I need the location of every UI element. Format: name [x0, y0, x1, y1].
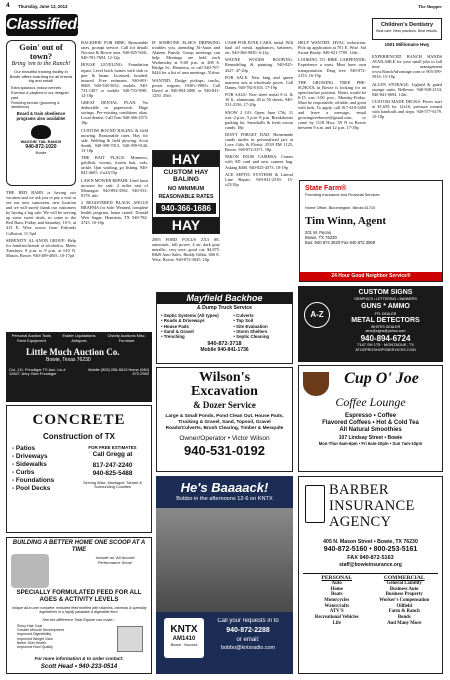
signs-web: ATOZPROSHOPSSERVICES.COM [355, 347, 416, 352]
service-item: • Sand & Gravel [161, 328, 194, 334]
classified-ad: FOR SALE: New sheet metal 8 ft. & 10 ft., aluminum, 40 to 50 sheets. 940-531-2156. 17-20p [225, 92, 293, 108]
classified-ad: HELP WANTED: HVAC technician. Pick up application at 701 E. Wise. Sal Swine Realty. 940-921-7709. 14tfc [298, 40, 366, 56]
kntx-title: He's Baaaack! [180, 480, 269, 495]
ad-subtitle: Bring 'em to the Ranch! [11, 60, 71, 67]
childrens-dentistry-ad [372, 18, 442, 40]
service-item: • Site Evaluation [233, 323, 268, 329]
classified-ad: CUSTOM ROUND BALING & field mowing. Reasonable rates. Hay for sale. Welding & field plowing. Scott Smith, 940-399-7013, 940-399-9146. 13-18p [81, 127, 148, 153]
state-farm-tagline: Providing Insurance and Financial Services [305, 192, 380, 198]
classified-ad: FOR SALE: New king and queen mattress sets at wholesale prices. Call Danny, 940-782-0103. 17-19p [225, 74, 293, 90]
commercial-item: Bonds [397, 615, 411, 621]
concrete-construction-ad [6, 405, 152, 533]
barber-fax: FAX 940-872-5163 [347, 555, 394, 562]
agent-name: Tim Winn, Agent [305, 215, 387, 228]
custom-hay-ad [152, 150, 220, 234]
personal-item: Auto [331, 581, 342, 587]
commercial-item: Business Auto [389, 586, 419, 592]
concrete-phone: 940-825-5488 [92, 470, 133, 478]
agent-phone: Bus: 940 872 2820 Fax 940 872 3569 [305, 240, 376, 246]
equine-benefit: Better Skin Health [17, 640, 46, 645]
personal-item: Motorcycles [324, 598, 350, 604]
hay-phone: 940-366-1686 [156, 203, 216, 214]
metal-detectors: METAL DETECTORS [351, 316, 420, 324]
waggin-tail-ad [6, 40, 76, 186]
classified-ad: 2 REGISTERED BLACK ANGUS BRAFMA for Sale: Weaned, complete health program, home raised. Donald Weir Sugar, Henrietta, TX 940-782-4745. 16-18p [81, 199, 148, 226]
call-gregg: Call Gregg at [92, 451, 133, 459]
guns-ammo: GUNS * AMMO [361, 303, 410, 311]
ad-title: Goin' out of town? [19, 42, 63, 61]
signs-phone: 940-894-6724 [360, 333, 411, 343]
col1-classifieds [6, 190, 76, 330]
wilsons-owner: Owner/Operator • Victor Wilson [179, 434, 270, 442]
kntx-or: or email: [236, 637, 260, 644]
service-area: Serving Wise, Montague, Tarrant & Surrounding Counties [83, 480, 142, 490]
classified-ad: THE BAIT PLACE: Minnows, goldfish, worms, frozen bait, rods, tackle. Quit wishing, go fishing. 940-841-4605. 2-n23/15p [81, 155, 148, 176]
personal-item: Boats [331, 592, 343, 598]
wilsons-title: Wilson's [198, 370, 251, 385]
classified-ad: ALLEN STORAGE: Lighted & gated storage units, Bellevue. 940-928-2154, 940-841-0694. 14tfc [372, 81, 442, 97]
mayfield-backhoe-ad [156, 292, 293, 364]
wilsons-subtitle: Excavation [191, 384, 258, 399]
state-farm-office: Home Office, Bloomington, Illinois 61710 [305, 204, 376, 210]
classified-ad: CUSTOM MADE DECKS: Prices start at $1,659 for 12x16, pressure treated with handrails and steps. 940-577-6179. 15-18p [372, 98, 442, 120]
service-item: • Roads & Driveways [161, 318, 205, 324]
page-number: 4 [6, 2, 10, 9]
barber-phone: 940-872-5160 • 800-253-5161 [323, 545, 418, 553]
free-estimates: FOR FREE ESTIMATES [88, 445, 137, 451]
personal-item: Watercrafts [324, 603, 349, 609]
col6-classifieds [372, 54, 442, 180]
concrete-service: - Foundations [12, 477, 55, 485]
barber-email: staff@bowieinsurance.org [339, 561, 402, 568]
service-item: • Septic Systems (All types) [161, 313, 219, 319]
signs-title: CUSTOM SIGNS [358, 289, 413, 296]
coffee-menu: Flavored Coffees • Hot & Cold Tea [322, 420, 419, 427]
classified-ad: LAWN MOWER REPAIR: Used lawn mowers for sale. 2 miles east of Montague. 940-894-3582, 940-531-8178. tnfc [81, 177, 148, 198]
hay-line: NO MINIMUM [167, 185, 205, 192]
auction-services: Personal Auction Tools Farm Equipment [11, 333, 52, 343]
col4-classifieds [225, 40, 293, 280]
ad-text: Best care. Best practices. Best results. [376, 29, 438, 34]
coffee-menu: All Natural Smoothies [339, 427, 402, 434]
cup-o-joe-ad [298, 365, 443, 472]
ad-body: Our beautiful training facility in Bowie offers boarding for all breeds big and small! [9, 68, 73, 84]
publication-name: The Shopper [418, 4, 442, 9]
auction-services: Estate Liquidations Antiques [62, 333, 96, 343]
concrete-service: - Sidewalks [12, 461, 47, 469]
personal-item: Home [330, 586, 343, 592]
issue-date: Thursday, June 13, 2013 [18, 4, 68, 9]
kntx-logo: KNTX [170, 624, 198, 635]
equine-benefit: Improved Digestibility [17, 632, 52, 637]
classified-ad: DON'T FORGET DAD: Homemade candy turtles in personalized jars at Love Gifts & Florist. 2539 FM 1125, Bowie. 940-872-3371. 18p [225, 131, 293, 153]
kntx-radio-ad [156, 476, 293, 674]
classified-ad: GREAT DENTAL PLAN: No deductible or paperwork. Huge savings. Pre-existing conditions okay. Local dentist. Call Tom 940-366-2373. 18p [81, 100, 148, 126]
concrete-service: - Driveways [12, 453, 48, 461]
kntx-call: Call your requests in to [217, 618, 279, 624]
classified-ad: NIKON D5100 CAMERA: Comes with SD card and new camera bag. Asking $400. 940-825-4573. 18-19p [225, 154, 293, 170]
auction-services: Charity Auctions Misc. Furniture [107, 333, 146, 343]
concrete-title: CONCRETE [32, 412, 126, 428]
kntx-phone: 940-872-2288 [226, 627, 270, 635]
classified-ad: SERENITY AL-ANON GROUP: Help for families/friends of alcoholics. Meets Tuesdays, 8 p.m. to 9 p.m. at 610 N. Mason, Bowie. 940-389-4003. 10-17pd [6, 237, 76, 258]
dog-logo-icon [31, 125, 51, 139]
agent-city: Bowie, TX 76230 [305, 235, 337, 241]
concrete-subtitle: Construction of TX [43, 431, 115, 441]
a-to-z-logo-icon: A-Z [304, 302, 330, 328]
equine-desc: Unique all-in-one complete, extruded feed fortified with vitamins, minerals & specialty ingredients in a highly palatable & digestible form. [11, 606, 147, 615]
equine-info: For more information & to order contact: [34, 656, 124, 661]
auctioneer: Col. J.D. Freudiger TX Auc. Lic # 12827 Jerry Glen Freudiger [9, 366, 66, 377]
coffee-cup-icon [303, 372, 329, 396]
commercial-item: Oilfield [396, 603, 412, 609]
agent-address: 201 W. Pecan [305, 230, 332, 236]
custom-signs-ad [298, 286, 443, 362]
whites-dealer: WHITES DEALER [370, 325, 401, 330]
commercial-title: COMMERCIAL [383, 574, 425, 581]
kntx-subtitle: Bobbo in the afternoons 12-6 on KNTX [176, 496, 273, 503]
classified-ad: WAYNE WOODS ROOFING: Remodeling & painting. 940-825-4327. 47-20p [225, 57, 293, 73]
classified-ad: THE RED BARN is having our vacation and we ask you to pay a visit to see our new sunscreen, new location and we will surely thank our customers by having a big sale. We will be serving up some sweet deals, so come to the Red Barn, Friday and Saturday, 10-5, at 413 E. Wise across from Edwards Collision. 11-5pd [6, 190, 76, 236]
equine-special: SPECIALLY FORMULATED FEED FOR ALL AGES & ACTIVITY LEVELS [16, 589, 142, 603]
mayfield-mobile: Mobile 940-841-1736 [200, 346, 249, 353]
col3-classifieds [152, 40, 220, 148]
dj-photo [156, 508, 293, 612]
concrete-service: - Pool Decks [12, 485, 51, 493]
personal-item: ATV'S [329, 609, 344, 615]
cup-o-joe-title: Cup O' Joe [344, 370, 419, 387]
ad-footer: Board & train obedience programs also available! [16, 110, 66, 121]
commercial-item: Business Property [385, 592, 423, 598]
bullet-item: Finishing service (grooming & obedience) [11, 101, 60, 110]
hay-banner-bottom: HAY [153, 217, 219, 233]
equine-title: BUILDING A BETTER HOME ONE SCOOP AT A TIME [12, 540, 146, 553]
wilsons-sub2: & Dozer Service [193, 400, 256, 410]
kntx-city: Bowie · Nocona [170, 642, 198, 647]
personal-item: Life [332, 620, 341, 626]
classifieds-logo: Classifieds [6, 14, 78, 36]
cup-o-joe-subtitle: Coffee Lounge [335, 394, 406, 409]
auction-city: Bowie, Texas 76230 [46, 356, 91, 363]
equine-benefit: Improved Weight Gain [17, 636, 53, 641]
mayfield-title: Mayfield Backhoe [157, 293, 292, 304]
commercial-item: General Liability [386, 581, 422, 587]
personal-item: Recreational Vehicles [314, 615, 359, 621]
hay-line: CUSTOM HAY BALING [163, 169, 209, 184]
auction-phones: Mobile (903) 256-5013 Home (940) 872-2952 [88, 366, 149, 377]
concrete-phone: 817-247-2240 [92, 461, 133, 469]
classified-ad: ACE SEPTIC SYSTEMS & Lateral Line Repair. 940-841-2539. 13-s23/10p [225, 171, 293, 187]
wilsons-excavation-ad [156, 367, 293, 472]
kntx-email: bobbo@kntxradio.com [220, 645, 276, 652]
service-item: • Culverts [233, 313, 254, 319]
wilsons-services: Large & Small Ponds, Pond Clean Out, House Pads, Trucking & Gravel, Sand, Topsoil, Gravel Roads/Culverts, Brush Clearing, Timber & Mesquite [165, 413, 284, 431]
little-much-auction-ad [6, 332, 152, 402]
equine-benefit: Greater Muscle Development [17, 628, 64, 633]
barber-insurance-ad [298, 476, 443, 674]
equine-contact: Scott Head • 940-233-0514 [40, 663, 118, 670]
service-item: • Septic Cleaning [233, 333, 270, 339]
hay-banner-top: HAY [153, 151, 219, 167]
signs-email: atoz@signs@yahoo.com [365, 329, 406, 334]
feed-bag-icon [117, 626, 143, 652]
signs-address: 7147 SH 175 · MONTAGUE, TX [357, 342, 414, 348]
commercial-item: Farm & Ranch [388, 609, 420, 615]
classified-ad: THE GROWING TREE PRE-SCHOOL in Bowie is looking for an open/teacher position. Hours would be 6:15 a.m.-1:00 p.m., Monday-Friday. Must be responsible, reliable, and great with kids. To apply, call 817-618-5460 and leave a message, email growingtreebowie@gmail.com, or come by 1118 Hwy. 59 N in Bowie between 9 a.m. and 12 p.m. 17-18p [298, 79, 366, 131]
equine-benefit: Improved Hoof Quality [17, 645, 53, 650]
col2-classifieds [81, 40, 148, 332]
mayfield-phone: 940-872-3718 [207, 341, 242, 348]
ffl-dealer: FFL DEALER [374, 311, 397, 316]
barber-address: 405 N. Mason Street • Bowie, TX 76230 [323, 538, 418, 545]
wilsons-phone: 940-531-0192 [184, 443, 265, 459]
coffee-address: 107 Lindsay Street • Bowie [338, 435, 403, 442]
coffee-hours: Mon-Thur 6am-6pm • Fri 6am-10pm • Sun 7am-10pm [318, 441, 423, 447]
classified-ad: CASH FOR JUNK CARS, metal. Will haul off metal, appliances, batteries, etc. 940-366-9849. 6-21p [225, 40, 293, 56]
concrete-service: - Patios [12, 445, 36, 453]
commercial-item: Worker's Compensation [379, 598, 430, 604]
ranch-phone: 940-872-1020 [25, 144, 57, 151]
classified-ad: 2005 FORD FOCUS ZX3 SE, automatic, full power, 4 air, dark gray metallic, very nice, good car, $4,875. R&R Auto Sales, Buddy Gibbs, 606 E. Wise, Bowie. 940-872-3845. 18p [152, 237, 220, 263]
equine-lead: Include an 'All Around Performance Show' [95, 555, 135, 565]
service-item: • Trenching [161, 333, 185, 339]
millionaire-address: 1501 Millionaire Hwy [384, 42, 430, 47]
service-item: • Top Soil [233, 318, 254, 324]
horse-image-icon [11, 554, 49, 588]
personal-title: PERSONAL [321, 574, 352, 581]
mayfield-subtitle: & Dump Truck Service [196, 305, 253, 311]
service-item: • Storm Shelters [233, 328, 268, 334]
classified-ad: LOOKING TO HIRE CARPENTER: Experience a must. Must have own transportation. Drug free. 940-872-2153. 16-19p [298, 57, 366, 78]
barber-logo-icon [305, 485, 325, 523]
commercial-item: And Many More [387, 620, 422, 626]
classified-ad: EXPERIENCED RANCH HANDS AVAILABLE for your small jobs to full time management www.RanchAdvantage.com or 903-399-5916. 15-18p [372, 54, 442, 80]
concrete-service: - Curbs [12, 469, 35, 477]
kntx-freq: AM1410 [172, 635, 196, 642]
signs-sub: GRAPHICS • LETTERING • BANNERS [354, 297, 417, 302]
classified-ad: BACKHOE FOR HIRE: Reasonable rates, prompt service. Call for details Nocona & Bowie area. 940-825-5041, 940-781-7694. 12-12p [81, 40, 148, 61]
col5-classifieds [298, 40, 366, 178]
auction-name: Little Much Auction Co. [26, 347, 120, 358]
ad-title: Children's Dentistry [380, 22, 434, 28]
state-farm-ad [299, 180, 443, 282]
barber-name: BARBER INSURANCE AGENCY [329, 482, 415, 530]
state-farm-slogan: 24 Hour Good Neighbor Service® [300, 272, 442, 281]
classified-ad: HOUSE LEVELING: Foundation repair. Level brick homes with slab or pier & beam. Licensed, bonded, insured. Free estimates. 940-691-0668, 940-538-5652, mobile. 940-733-1307 or mobile 940-733-5981. 12-18p [81, 62, 148, 98]
ranch-logo: WAGGIN' TAIL RANCH [20, 139, 62, 144]
classified-ad: SNOW 2 GO: Open: June 17th, 11 a.m.-2 p.m., 5 p.m.-8 p.m. Breakdowns parking lot. Snowballs & fresh cotton candy. 18p [225, 109, 293, 130]
coffee-menu: Espresso • Coffee [344, 413, 397, 420]
col3-classifieds-lower [152, 237, 220, 281]
total-equine-ad [6, 537, 152, 674]
service-item: • House Pads [161, 323, 189, 329]
equine-benefit: Shiny Hair Coat [17, 624, 43, 628]
ranch-city: Bowie [35, 150, 47, 156]
classified-ad: WANTED: Dodge pickups, trucks, power wagons, 1940's-1980's. Call David at 940-894-2000 or 940-841-1250. 35tfc [152, 77, 220, 98]
bullet-item: Extra spacious, indoor kennels [11, 85, 62, 90]
state-farm-logo: State Farm® [305, 185, 347, 192]
classified-ad: IF SOMEONE ELSE'S DRINKING troubles you, attending Al-Anon and Alateen Family Group meetings can help. Meetings are held each Wednesday at 8:00 p.m. at 208 S. Bridge St., Henrietta, or call 940-767-8444 for a list of area meetings. 51tfnw [152, 40, 220, 76]
equine-see: See the difference Total Equine can make... [42, 618, 116, 622]
hay-line: REASONABLE RATES [158, 193, 214, 200]
bullet-item: Exercise & playtime in our designer yard [11, 91, 69, 100]
